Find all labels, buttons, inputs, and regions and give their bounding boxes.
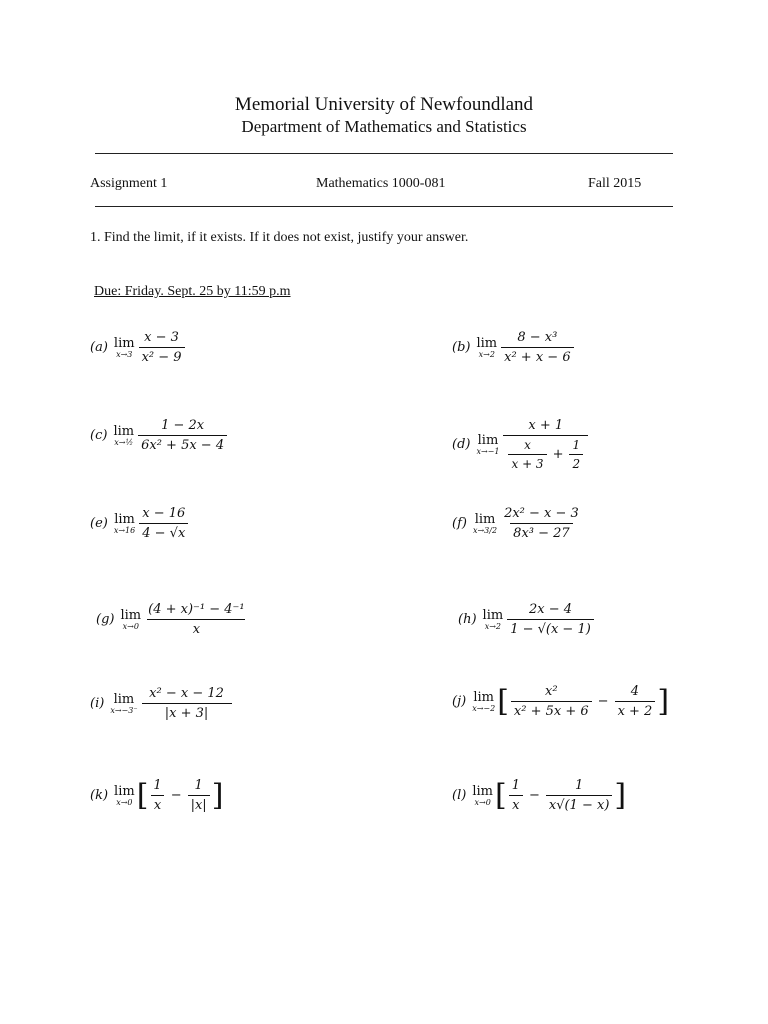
- numerator: 2x² − x − 3: [504, 506, 579, 521]
- course-label: Mathematics 1000-081: [316, 176, 446, 191]
- left-bracket: [: [136, 777, 149, 813]
- denominator: x² + x − 6: [501, 347, 573, 365]
- limit-operator: lim x→−1: [476, 432, 500, 456]
- problem-label: (f): [452, 516, 467, 531]
- fraction: [138, 418, 227, 453]
- limit-operator: lim x→2: [482, 607, 504, 631]
- limit-operator: lim x→0: [120, 607, 142, 631]
- inner-numerator: x: [524, 438, 531, 452]
- limit-operator: lim x→2: [476, 335, 498, 359]
- denominator: x: [509, 795, 522, 813]
- fraction: [503, 418, 588, 471]
- limit-operator: lim x→0: [114, 783, 135, 807]
- limit-operator: lim x→−3⁻: [110, 691, 138, 715]
- limit-operator: lim x→3: [113, 335, 135, 359]
- denominator: x² + 5x + 6: [511, 701, 592, 719]
- denominator: x + 2: [615, 701, 656, 719]
- question-text: 1. Find the limit, if it exists. If it does not exist, justify your answer.: [90, 230, 469, 245]
- problem-label: (l): [452, 788, 467, 803]
- denominator: |x + 3|: [142, 703, 232, 721]
- fraction: [501, 330, 573, 365]
- numerator: x − 16: [142, 506, 186, 521]
- problem-label: (d): [452, 437, 471, 452]
- problem-label: (j): [452, 694, 467, 709]
- inner-denominator: 2: [569, 454, 583, 471]
- fraction: [509, 778, 523, 813]
- fraction: [139, 330, 185, 365]
- denominator: x√(1 − x): [546, 795, 613, 813]
- problem-label: (e): [90, 516, 108, 531]
- problem-j: (j) lim x→−2 [ $\frac{\text{x²}}{\text{x² + 5x + 6}}$ − $\frac{4}{x + 2}$ ]: [452, 683, 670, 719]
- numerator: 1: [575, 778, 584, 793]
- numerator: 4: [630, 684, 640, 699]
- fraction: [142, 686, 232, 721]
- numerator: 1: [511, 778, 520, 793]
- denominator: $\frac{x}{x + 3}$ + $\frac{1}{2}$: [503, 435, 588, 471]
- header-divider: [95, 206, 673, 207]
- problem-f: [452, 506, 584, 541]
- fraction: [546, 778, 613, 813]
- denominator: x: [147, 619, 245, 637]
- numerator: x² − x − 12: [149, 686, 224, 701]
- denominator: 8x³ − 27: [510, 523, 573, 541]
- problem-i: [90, 686, 234, 721]
- numerator: 1: [153, 778, 162, 793]
- denominator: |x|: [188, 795, 210, 813]
- numerator: x − 3: [144, 330, 179, 345]
- problem-label: (c): [90, 428, 108, 443]
- fraction: [145, 602, 247, 637]
- numerator: 8 − x³: [517, 330, 558, 345]
- denominator: 1 − √(x − 1): [507, 619, 594, 637]
- problem-l: (l) lim x→0 [ $\frac{1}{x}$ − $\frac{1}{x√(1 - x)}$ ]: [452, 777, 627, 813]
- problem-label: (h): [458, 612, 477, 627]
- left-bracket: [: [497, 683, 509, 719]
- right-bracket: ]: [614, 777, 627, 813]
- inner-numerator: 1: [572, 438, 581, 452]
- fraction: [511, 684, 592, 719]
- denominator: 6x² + 5x − 4: [138, 435, 227, 453]
- fraction: [139, 506, 188, 541]
- limit-operator: lim x→−2: [472, 689, 496, 713]
- problem-label: (a): [90, 340, 108, 355]
- problem-label: (b): [452, 340, 471, 355]
- inner-denominator: x + 3: [508, 454, 546, 471]
- problem-a: [90, 330, 187, 365]
- numerator: 2x − 4: [528, 602, 573, 617]
- fraction: [501, 506, 582, 541]
- denominator: x: [151, 795, 164, 813]
- limit-operator: lim x→3/2: [472, 511, 498, 535]
- problem-d: [452, 418, 590, 471]
- term-label: Fall 2015: [588, 176, 642, 191]
- numerator: x²: [545, 684, 558, 699]
- fraction: [507, 602, 594, 637]
- problem-label: (g): [96, 612, 115, 627]
- problem-c: [90, 418, 229, 453]
- numerator: 1 − 2x: [161, 418, 205, 433]
- fraction: [615, 684, 656, 719]
- numerator: x + 1: [528, 418, 564, 433]
- top-divider: [95, 153, 673, 154]
- problem-h: [458, 602, 596, 637]
- department-title: Department of Mathematics and Statistics: [241, 117, 527, 136]
- assignment-label: Assignment 1: [90, 176, 168, 191]
- fraction: [188, 778, 210, 813]
- problem-e: [90, 506, 190, 541]
- denominator: x² − 9: [139, 347, 185, 365]
- right-bracket: ]: [211, 777, 224, 813]
- left-bracket: [: [494, 777, 507, 813]
- denominator: 4 − √x: [139, 523, 188, 541]
- problem-k: (k) lim x→0 [ $\frac{1}{x}$ − $\frac{1}{|x|}$ ]: [90, 777, 224, 813]
- limit-operator: lim x→0: [472, 783, 493, 807]
- limit-operator: lim x→16: [113, 511, 136, 535]
- numerator: 1: [194, 778, 203, 793]
- problem-label: (k): [90, 788, 109, 803]
- problem-g: [96, 602, 250, 637]
- university-title: Memorial University of Newfoundland: [234, 94, 534, 115]
- right-bracket: ]: [657, 683, 670, 719]
- due-date: Due: Friday. Sept. 25 by 11:59 p.m: [94, 284, 291, 299]
- problem-b: [452, 330, 576, 365]
- fraction: [150, 778, 164, 813]
- limit-operator: lim x→½: [113, 423, 135, 447]
- problem-label: (i): [90, 696, 105, 711]
- numerator: (4 + x)⁻¹ − 4⁻¹: [148, 602, 245, 617]
